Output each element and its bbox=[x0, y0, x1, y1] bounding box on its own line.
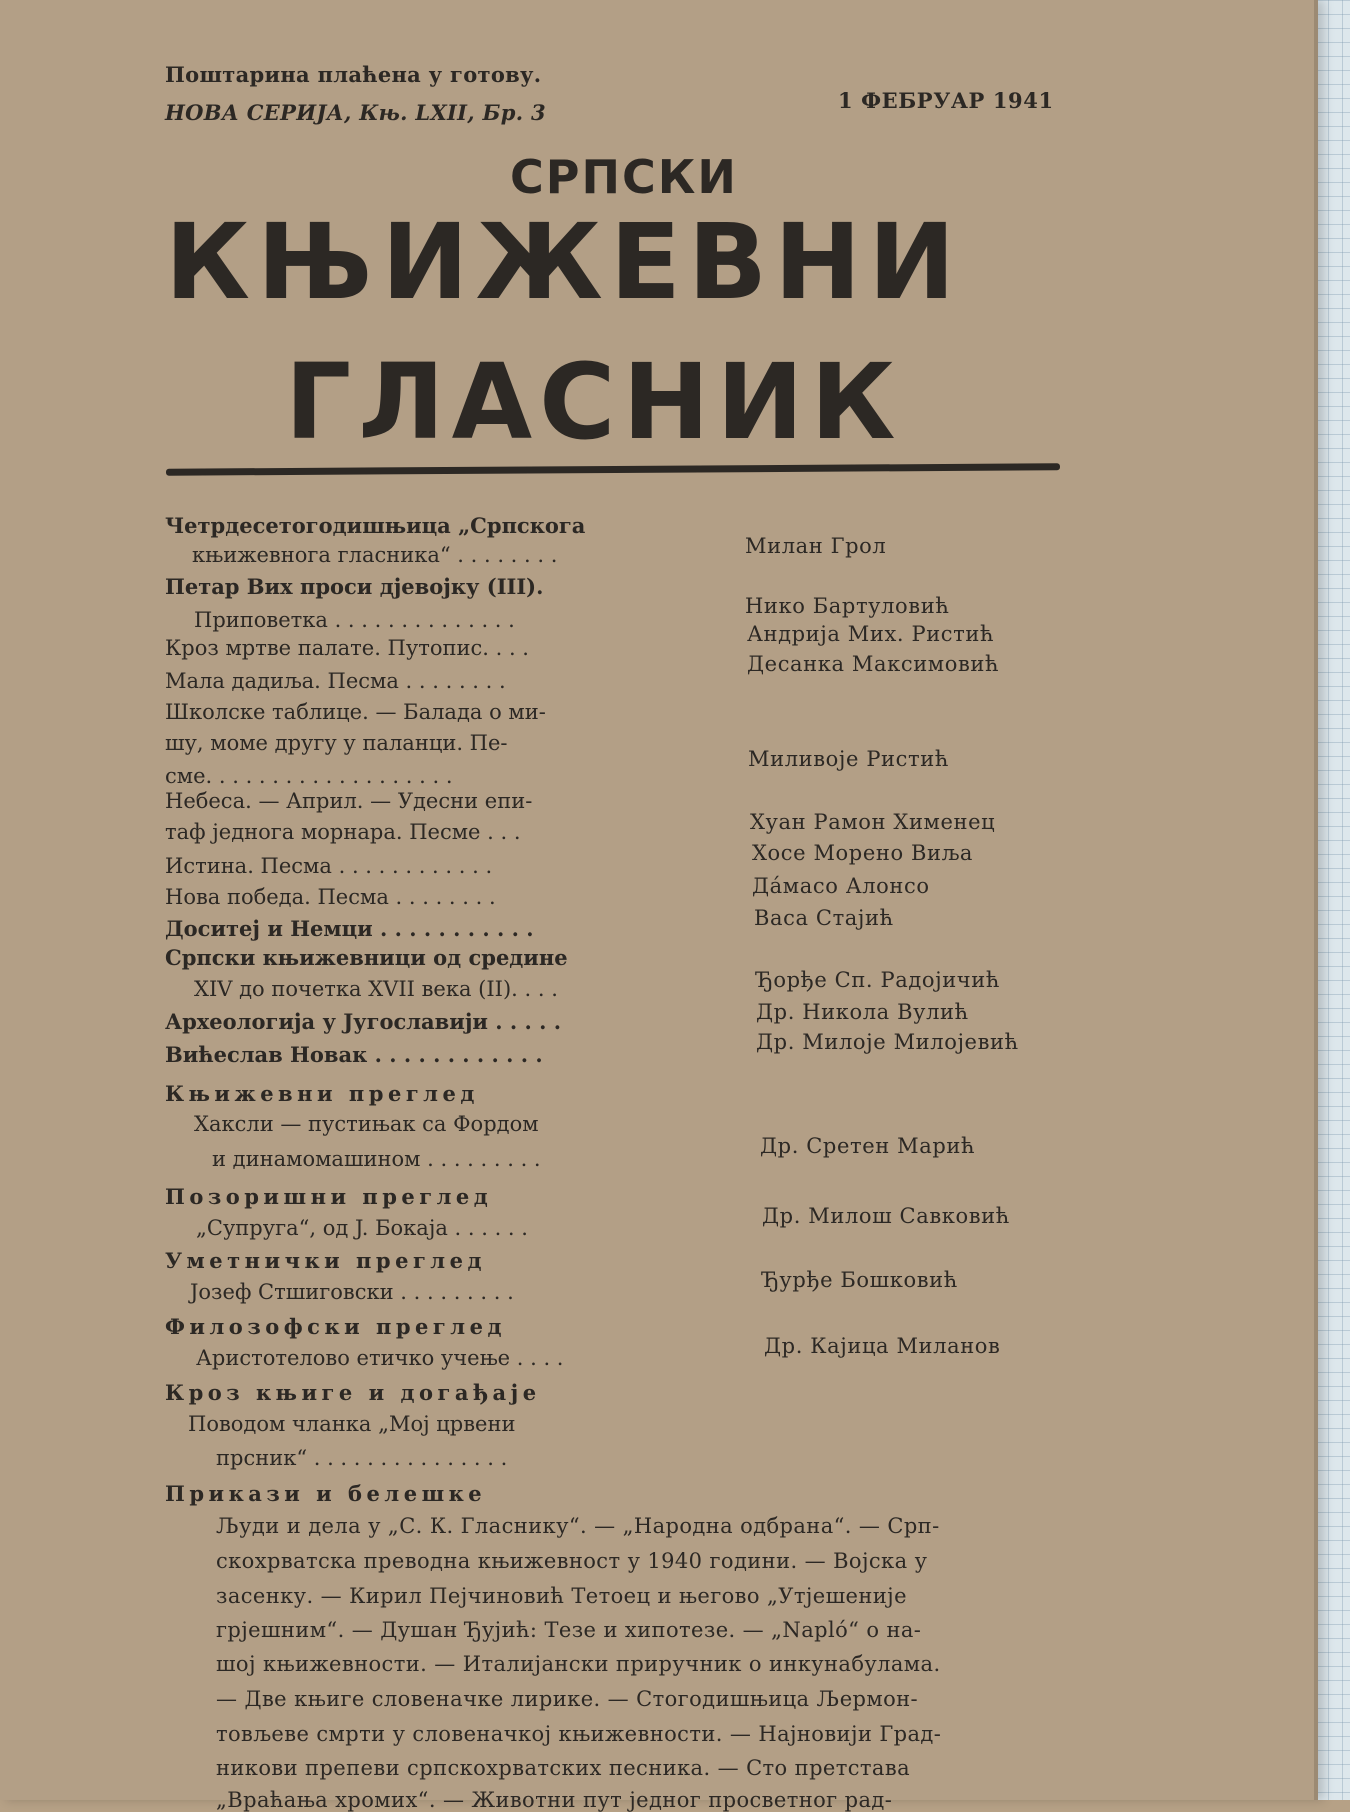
issue-date: 1 ФЕБРУАР 1941 bbox=[838, 88, 1054, 113]
series-info: НОВА СЕРИЈА, Књ. LXII, Бр. 3 bbox=[165, 100, 546, 125]
notes-line: скохрватска преводна књижевност у 1940 години. — Војска у bbox=[216, 1549, 928, 1573]
toc-line: Нова победа. Песма . . . . . . . . bbox=[165, 885, 496, 909]
toc-line: Доситеј и Немци . . . . . . . . . . . bbox=[165, 916, 534, 941]
toc-line: сме. . . . . . . . . . . . . . . . . . . bbox=[165, 764, 453, 788]
toc-line: Небеса. — Април. — Удесни епи- bbox=[165, 789, 533, 813]
toc-line: прсник“ . . . . . . . . . . . . . . . bbox=[216, 1446, 508, 1470]
author-name: Ђурђе Бошковић bbox=[762, 1268, 958, 1292]
author-name: Миливоје Ристић bbox=[748, 747, 949, 771]
notes-line: грјешним“. — Душан Ђујић: Тезе и хипотезе. — „Napló“ о на- bbox=[216, 1618, 922, 1642]
toc-line: таф једнога морнара. Песме . . . bbox=[165, 820, 521, 844]
notes-line: засенку. — Кирил Пејчиновић Тетоец и његово „Утјешеније bbox=[216, 1584, 907, 1608]
author-name: Андрија Мих. Ристић bbox=[747, 622, 995, 646]
author-name: Дáмасо Алонсо bbox=[752, 874, 930, 898]
toc-line: Српски књижевници од средине bbox=[165, 945, 568, 970]
section-heading-philosophy-review: Филозофски преглед bbox=[165, 1314, 506, 1339]
masthead-line-3: ГЛАСНИК bbox=[285, 341, 903, 463]
notes-line: товљеве смрти у словеначкој књижевности. — Најновији Град- bbox=[216, 1722, 942, 1746]
section-heading-art-review: Уметнички преглед bbox=[165, 1248, 486, 1273]
masthead-line-1: СРПСКИ bbox=[510, 150, 738, 204]
toc-line: Археологија у Југославији . . . . . bbox=[165, 1009, 562, 1034]
section-heading-books-events: Кроз књиге и догађаје bbox=[165, 1380, 541, 1405]
toc-line: Школске таблице. — Балада о ми- bbox=[165, 700, 546, 724]
author-name: Хуан Рамон Хименец bbox=[750, 810, 996, 834]
author-name: Др. Сретен Марић bbox=[760, 1134, 976, 1158]
notes-line: шој књижевности. — Италијански приручник о инкунабулама. bbox=[216, 1652, 941, 1676]
toc-line: Хаксли — пустињак са Фордом bbox=[194, 1112, 539, 1136]
author-name: Др. Милош Савковић bbox=[762, 1204, 1010, 1228]
toc-line: Кроз мртве палате. Путопис. . . . bbox=[165, 636, 529, 660]
section-heading-literary-review: Књижевни преглед bbox=[165, 1081, 479, 1106]
section-heading-theatre-review: Позоришни преглед bbox=[165, 1184, 493, 1209]
toc-line: књижевнога гласника“ . . . . . . . . bbox=[192, 543, 558, 567]
toc-line: „Супруга“, од J. Бокаја . . . . . . bbox=[196, 1216, 528, 1240]
toc-line: и динамомашином . . . . . . . . . bbox=[212, 1147, 541, 1171]
notes-line: Људи и дела у „С. К. Гласнику“. — „Народна одбрана“. — Срп- bbox=[216, 1514, 940, 1538]
author-name: Хосе Морено Виља bbox=[752, 841, 974, 865]
toc-line: Мала дадиља. Песма . . . . . . . . bbox=[165, 669, 506, 693]
author-name: Васа Стајић bbox=[754, 906, 894, 930]
author-name: Др. Никола Вулић bbox=[756, 1000, 969, 1024]
section-heading-reviews-notes: Прикази и белешке bbox=[165, 1481, 487, 1506]
toc-line: Аристотелово етичко учење . . . . bbox=[196, 1346, 564, 1370]
toc-line: Поводом чланка „Мој црвени bbox=[188, 1412, 516, 1436]
toc-line: Четрдесетогодишњица „Српскога bbox=[165, 513, 586, 538]
toc-line: Јозеф Стшиговски . . . . . . . . . bbox=[190, 1280, 514, 1304]
toc-line: Петар Вих проси дјевојку (III). bbox=[165, 574, 544, 599]
notes-line: — Две књиге словеначке лирике. — Стогодишњица Љермон- bbox=[216, 1687, 919, 1711]
masthead-line-2: КЊИЖЕВНИ bbox=[165, 201, 963, 323]
toc-line: Вићеслав Новак . . . . . . . . . . . . bbox=[165, 1042, 543, 1067]
author-name: Др. Кајица Миланов bbox=[764, 1334, 1001, 1358]
toc-line: Истина. Песма . . . . . . . . . . . . bbox=[165, 854, 493, 878]
author-name: Ђорђе Сп. Радојичић bbox=[756, 968, 1001, 992]
author-name: Др. Милоје Милојевић bbox=[756, 1030, 1019, 1054]
author-name: Милан Грол bbox=[745, 534, 887, 558]
postage-note: Поштарина плаћена у готову. bbox=[165, 62, 542, 87]
toc-line: шу, моме другу у паланци. Пе- bbox=[165, 731, 508, 755]
author-name: Десанка Максимовић bbox=[747, 652, 1000, 676]
toc-line: XIV до почетка XVII века (II). . . . bbox=[194, 977, 558, 1001]
author-name: Нико Бартуловић bbox=[745, 594, 950, 618]
notes-line: никови препеви српскохрватских песника. — Сто претстава bbox=[216, 1756, 910, 1780]
toc-line: Приповетка . . . . . . . . . . . . . . bbox=[194, 608, 515, 632]
notes-line: „Враћања хромих“. — Животни пут једног просветног рад- bbox=[216, 1788, 893, 1812]
